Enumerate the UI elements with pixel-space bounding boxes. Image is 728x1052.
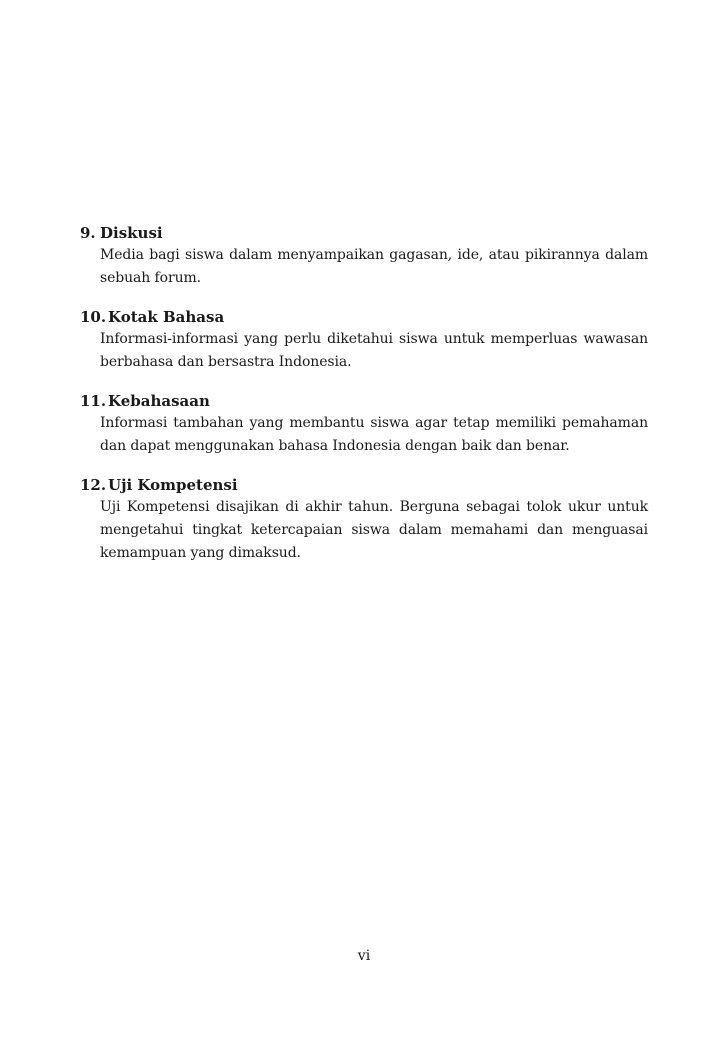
list-item [80,390,648,458]
item-description: Informasi-informasi yang perlu diketahui siswa untuk memperluas wawasan berbahasa dan bersastra Indonesia. [100,331,648,370]
item-title: Uji Kompetensi [108,476,238,494]
page-number: vi [357,948,371,964]
list-item [80,474,648,565]
item-heading [80,222,648,244]
item-heading [80,306,648,328]
item-number: 9. [80,224,96,242]
item-title: Kebahasaan [108,392,210,410]
item-description: Uji Kompetensi disajikan di akhir tahun. Berguna sebagai tolok ukur untuk mengetahui tingkat ketercapaian siswa dalam memahami dan menguasai kemampuan yang dimaksud. [100,499,648,561]
item-number: 12. [80,476,107,494]
item-title: Kotak Bahasa [108,308,225,326]
item-description: Informasi tambahan yang membantu siswa agar tetap memiliki pemahaman dan dapat menggunakan bahasa Indonesia dengan baik dan benar. [100,415,648,454]
item-number: 11. [80,392,107,410]
list-item [80,222,648,290]
item-heading [80,474,648,496]
item-number: 10. [80,308,107,326]
item-heading [80,390,648,412]
list-item [80,306,648,374]
item-list [80,222,648,581]
item-title: Diskusi [100,224,163,242]
item-description: Media bagi siswa dalam menyampaikan gagasan, ide, atau pikirannya dalam sebuah forum. [100,247,648,286]
